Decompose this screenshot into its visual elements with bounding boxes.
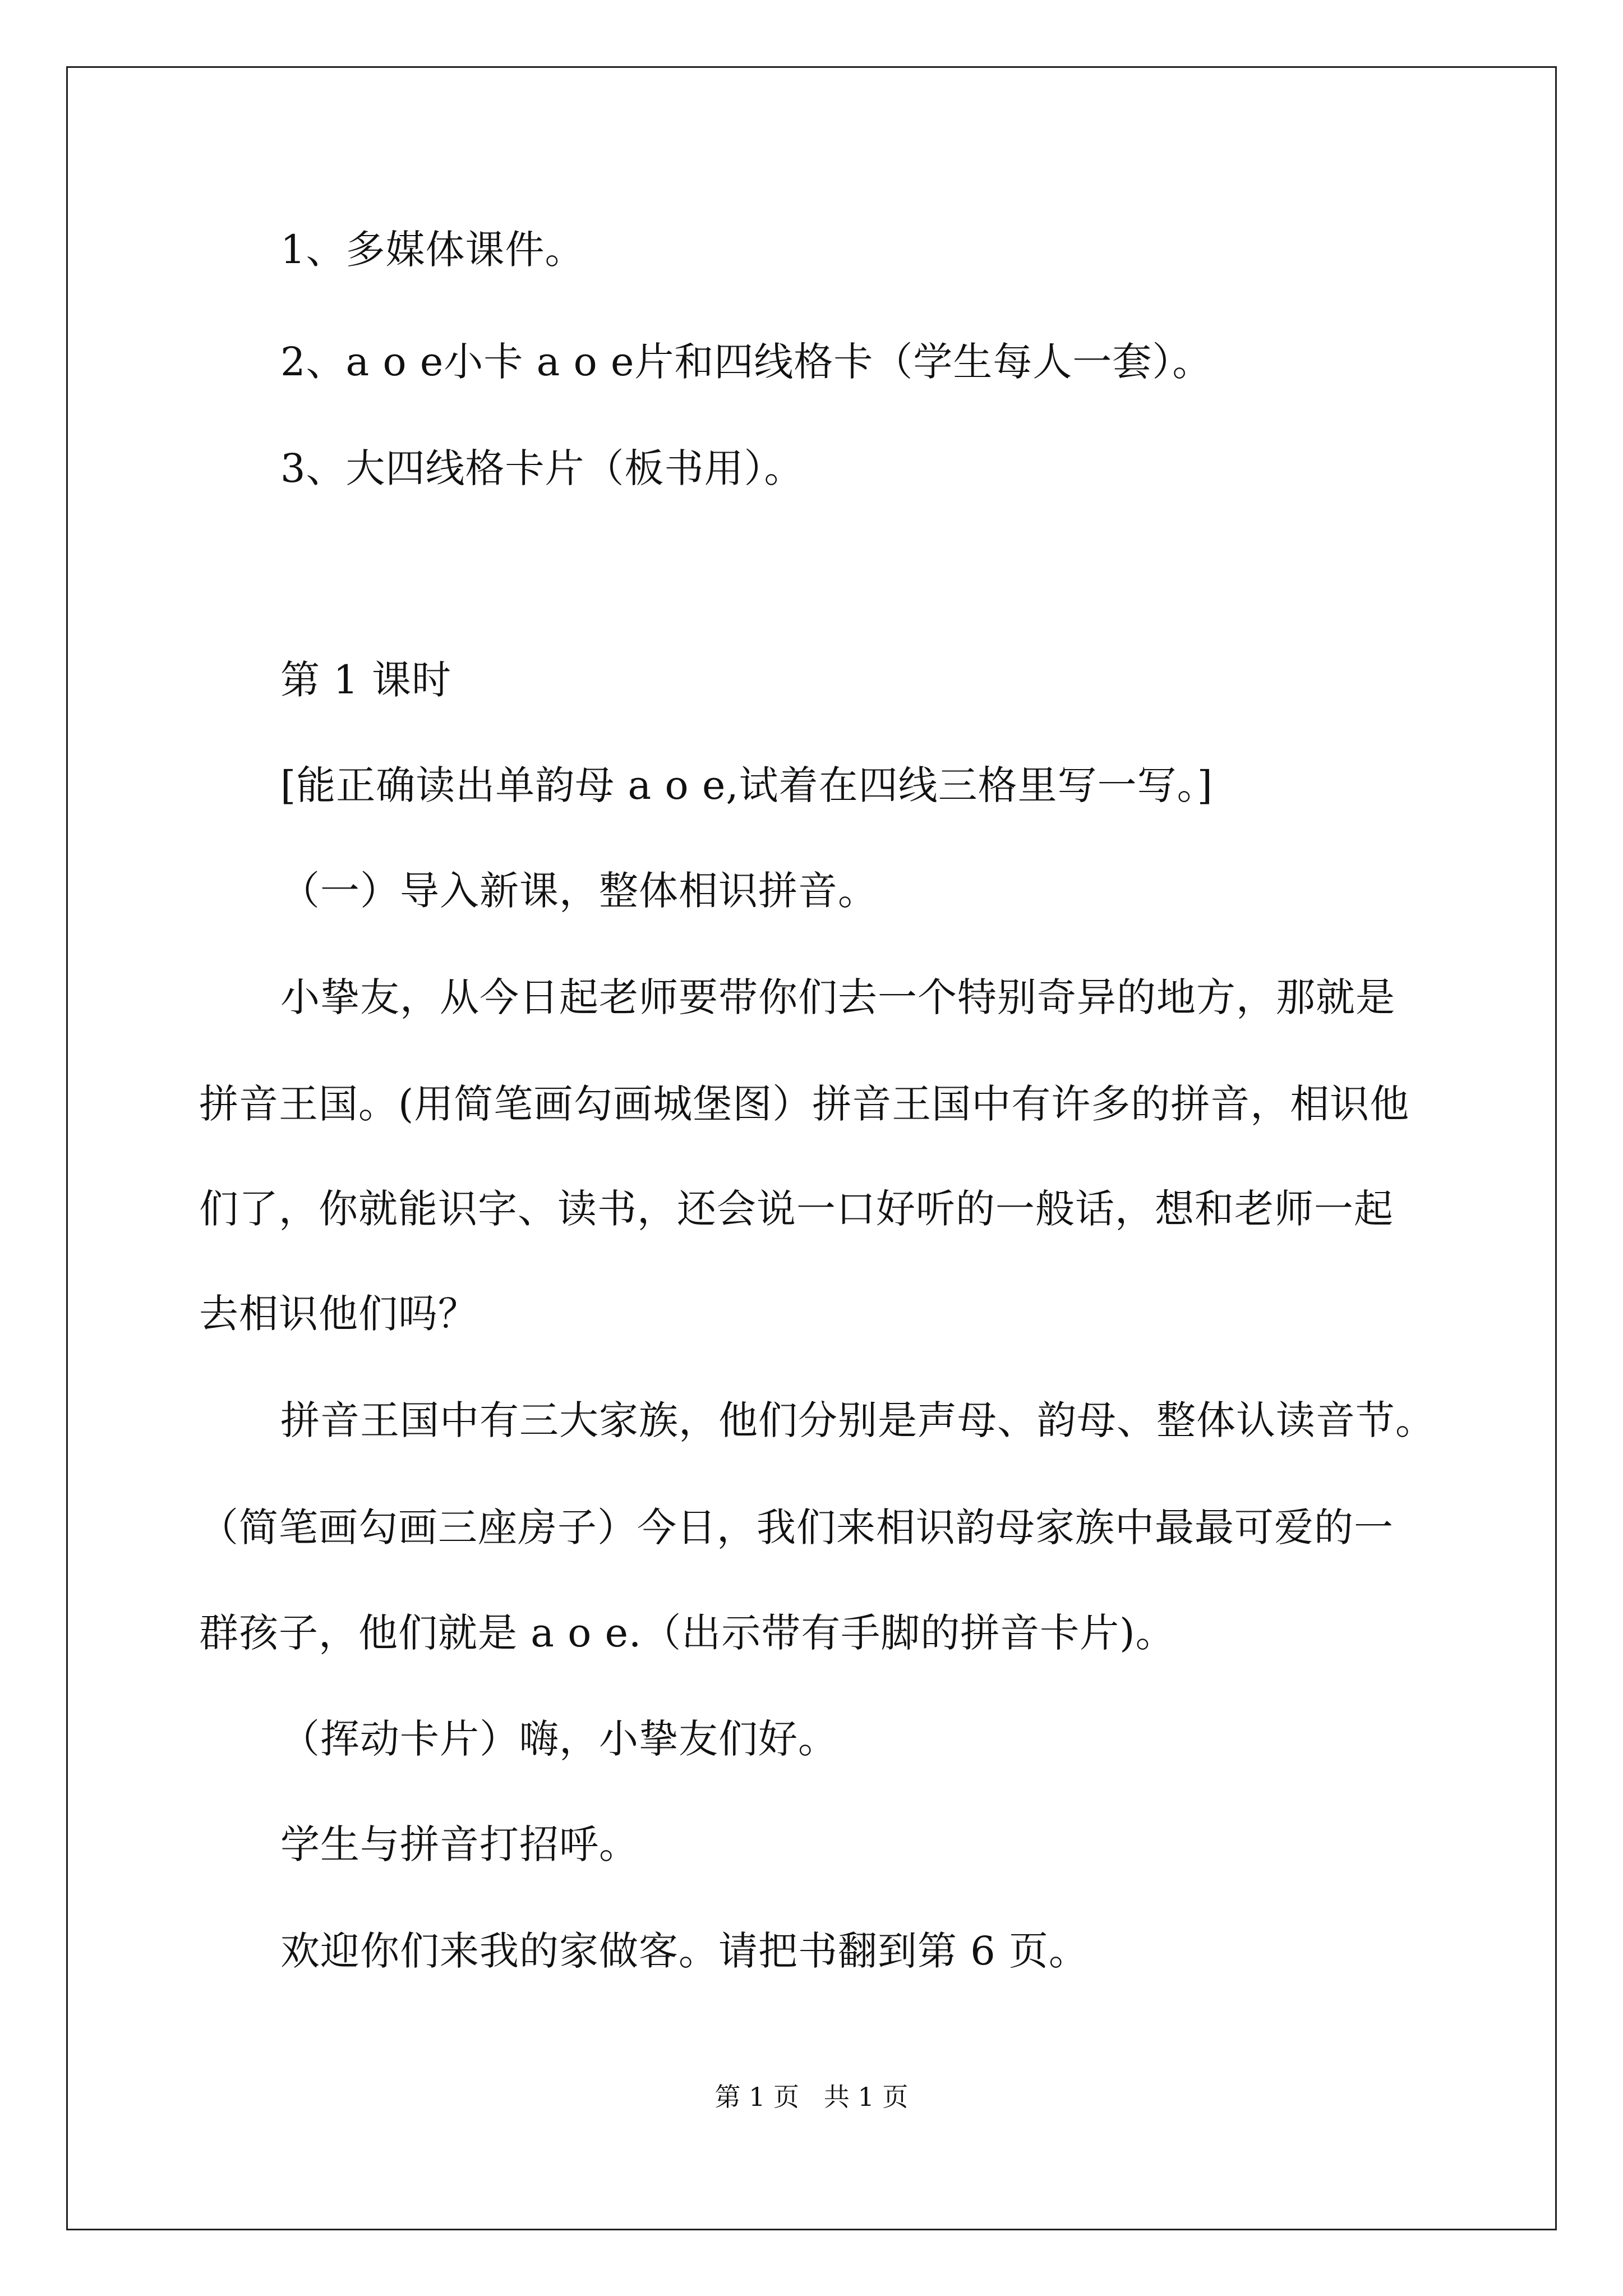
page-border [66,66,1557,2230]
lesson-objective: [能正确读出单韵母 a o e,试着在四线三格里写一写。] [280,762,1213,808]
paragraph-line: 拼音王国。(用简笔画勾画城堡图）拼音王国中有许多的拼音，相识他 [199,1081,1410,1127]
lesson-heading: 第 1 课时 [280,657,452,703]
material-item-1: 1、多媒体课件。 [280,227,585,273]
paragraph-line: 去相识他们吗？ [199,1291,478,1337]
paragraph-line: 群孩子，他们就是 a o e.（出示带有手脚的拼音卡片)。 [199,1610,1175,1656]
section-heading: （一）导入新课，整体相识拼音。 [280,868,878,914]
paragraph-line: 学生与拼音打招呼。 [280,1821,639,1867]
material-item-3: 3、大四线格卡片（板书用）。 [280,445,804,491]
paragraph-line: （简笔画勾画三座房子）今日，我们来相识韵母家族中最最可爱的一 [199,1504,1394,1550]
page-number-footer: 第 1 页 共 1 页 [714,2082,909,2112]
paragraph-line: 们了，你就能识字、读书，还会说一口好听的一般话，想和老师一起 [199,1186,1394,1232]
paragraph-line: 欢迎你们来我的家做客。请把书翻到第 6 页。 [280,1928,1089,1974]
paragraph-line: 拼音王国中有三大家族，他们分别是声母、韵母、整体认读音节。 [280,1397,1435,1443]
paragraph-line: （挥动卡片）嗨，小挚友们好。 [280,1716,838,1762]
paragraph-line: 小挚友，从今日起老师要带你们去一个特别奇异的地方，那就是 [280,974,1395,1020]
material-item-2: 2、a o e小卡 a o e片和四线格卡（学生每人一套）。 [280,339,1212,385]
